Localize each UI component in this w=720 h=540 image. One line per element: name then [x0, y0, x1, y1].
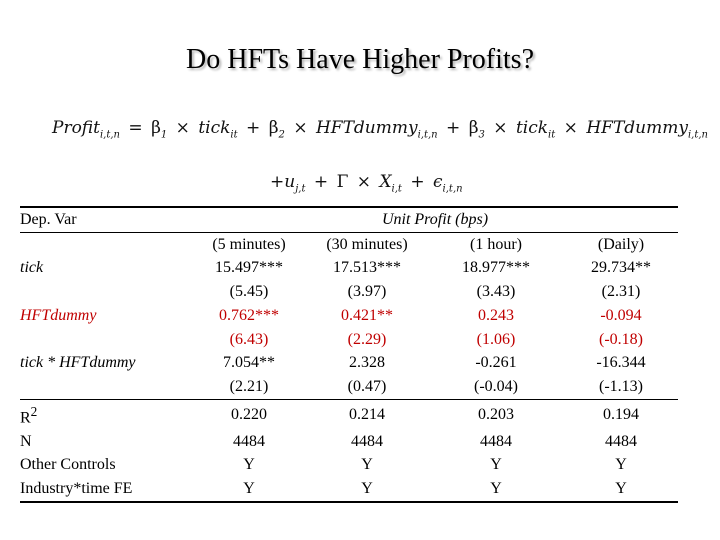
eq-gamma: Γ: [336, 172, 349, 192]
row-label-blank: [20, 375, 192, 399]
stat-cell: Y: [243, 456, 255, 474]
row-label-blank: [20, 280, 192, 304]
eq-u: u: [284, 172, 296, 192]
stat-cell: Y: [615, 480, 627, 498]
tstat-cell: (2.31): [601, 283, 641, 301]
tstat-cell: (0.47): [306, 375, 428, 399]
coef-cell: -0.261: [475, 354, 517, 372]
regression-table: [20, 206, 678, 503]
eq-tick-2: tick: [515, 118, 549, 138]
stat-cell: 4484: [351, 432, 383, 450]
eq-tick-1: tick: [198, 118, 231, 138]
eq-beta1: β: [151, 118, 161, 138]
stat-cell: Y: [243, 480, 255, 498]
eq-beta1-sub: 1: [160, 129, 168, 141]
coef-cell: -0.094: [600, 306, 642, 324]
coef-cell: 17.513***: [333, 259, 401, 277]
stat-cell: 0.203: [478, 405, 514, 423]
row-label-blank: [20, 328, 192, 352]
eq-plus-1: +: [246, 118, 261, 138]
table-row: [20, 256, 678, 280]
eq-beta3-sub: 3: [478, 129, 485, 141]
eq-hftdummy-2: HFTdummy: [586, 118, 688, 138]
eq-plus-3: +: [270, 172, 285, 192]
coef-cell: 0.421**: [341, 306, 393, 324]
eq-beta3: β: [468, 118, 479, 138]
tstat-cell: (3.97): [347, 283, 387, 301]
table-row: [20, 430, 678, 454]
eq-lhs: Profit: [52, 118, 100, 138]
tstat-cell: (5.45): [229, 283, 269, 301]
eq-tick-2-sub: it: [548, 129, 556, 141]
coef-cell: 2.328: [349, 354, 385, 372]
tstat-cell: (-0.04): [428, 375, 564, 399]
r2-label: R: [20, 408, 31, 426]
column-header: (5 minutes): [212, 235, 286, 253]
eq-u-sub: j,t: [295, 183, 306, 195]
eq-x: X: [379, 172, 392, 192]
table-header-row: [20, 207, 678, 232]
column-header: (30 minutes): [326, 235, 408, 253]
tstat-cell: (3.43): [476, 283, 516, 301]
table-row: [20, 477, 678, 502]
table-row: [20, 328, 678, 352]
column-header: (1 hour): [470, 235, 522, 253]
row-label-other-controls: Other Controls: [20, 456, 116, 474]
row-label-hftdummy: HFTdummy: [20, 306, 97, 324]
table-row: [20, 280, 678, 304]
stat-cell: 4484: [233, 432, 265, 450]
row-label-interaction: tick * HFTdummy: [20, 354, 136, 372]
tstat-cell: (1.06): [476, 330, 516, 348]
r2-label-sup: 2: [30, 403, 38, 419]
table-row: [20, 351, 678, 375]
eq-x-sub: i,t: [391, 183, 402, 195]
column-header: (Daily): [597, 235, 645, 253]
row-label-industry-time-fe: Industry*time FE: [20, 480, 133, 498]
coef-cell: 15.497***: [215, 259, 283, 277]
eq-plus-5: +: [410, 172, 425, 192]
eq-equals: =: [128, 118, 143, 138]
eq-beta2: β: [268, 118, 279, 138]
stat-cell: Y: [361, 456, 373, 474]
eq-times-1: ×: [175, 118, 190, 138]
dep-var-label: Dep. Var: [20, 207, 192, 232]
coef-cell: 7.054**: [223, 354, 275, 372]
eq-hftdummy-1-sub: i,t,n: [417, 129, 438, 141]
eq-epsilon-sub: i,t,n: [442, 183, 463, 195]
eq-plus-2: +: [446, 118, 461, 138]
stat-cell: Y: [361, 480, 373, 498]
table-row: [20, 375, 678, 399]
column-header-row: [20, 232, 678, 256]
stat-cell: Y: [490, 480, 502, 498]
eq-times-5: ×: [356, 172, 372, 192]
table-row: [20, 304, 678, 328]
slide-title: Do HFTs Have Higher Profits?: [186, 44, 534, 75]
coef-cell: 0.243: [478, 306, 514, 324]
tstat-cell: (2.29): [347, 330, 387, 348]
table-row: [20, 453, 678, 477]
stat-cell: 0.220: [231, 405, 267, 423]
stat-cell: 0.214: [349, 405, 385, 423]
stat-cell: 0.194: [603, 405, 639, 423]
coef-cell: 29.734**: [591, 259, 651, 277]
stat-cell: Y: [490, 456, 502, 474]
regression-equation-line1: [52, 118, 708, 140]
eq-times-3: ×: [493, 118, 508, 138]
tstat-cell: (6.43): [229, 330, 269, 348]
table-row: [20, 399, 678, 430]
column-header-blank: [20, 232, 192, 256]
row-label-r2: [20, 399, 192, 430]
eq-times-2: ×: [293, 118, 308, 138]
eq-beta2-sub: 2: [278, 129, 285, 141]
stat-cell: 4484: [605, 432, 637, 450]
tstat-cell: (-0.18): [599, 330, 643, 348]
coef-cell: 0.762***: [219, 306, 279, 324]
eq-hftdummy-1: HFTdummy: [315, 118, 418, 138]
coef-cell: 18.977***: [462, 259, 530, 277]
eq-epsilon: ϵ: [433, 172, 443, 192]
stat-cell: 4484: [480, 432, 512, 450]
row-label-tick: tick: [20, 259, 44, 277]
dep-var-value: Unit Profit (bps): [192, 207, 678, 232]
eq-hftdummy-2-sub: i,t,n: [687, 129, 708, 141]
tstat-cell: (-1.13): [564, 375, 678, 399]
eq-tick-1-sub: it: [230, 129, 238, 141]
eq-plus-4: +: [313, 172, 329, 192]
regression-equation-line2: [270, 172, 463, 194]
eq-lhs-sub: i,t,n: [99, 129, 120, 141]
stat-cell: Y: [615, 456, 627, 474]
eq-times-4: ×: [563, 118, 578, 138]
row-label-n: N: [20, 432, 32, 450]
coef-cell: -16.344: [596, 354, 646, 372]
tstat-cell: (2.21): [192, 375, 306, 399]
